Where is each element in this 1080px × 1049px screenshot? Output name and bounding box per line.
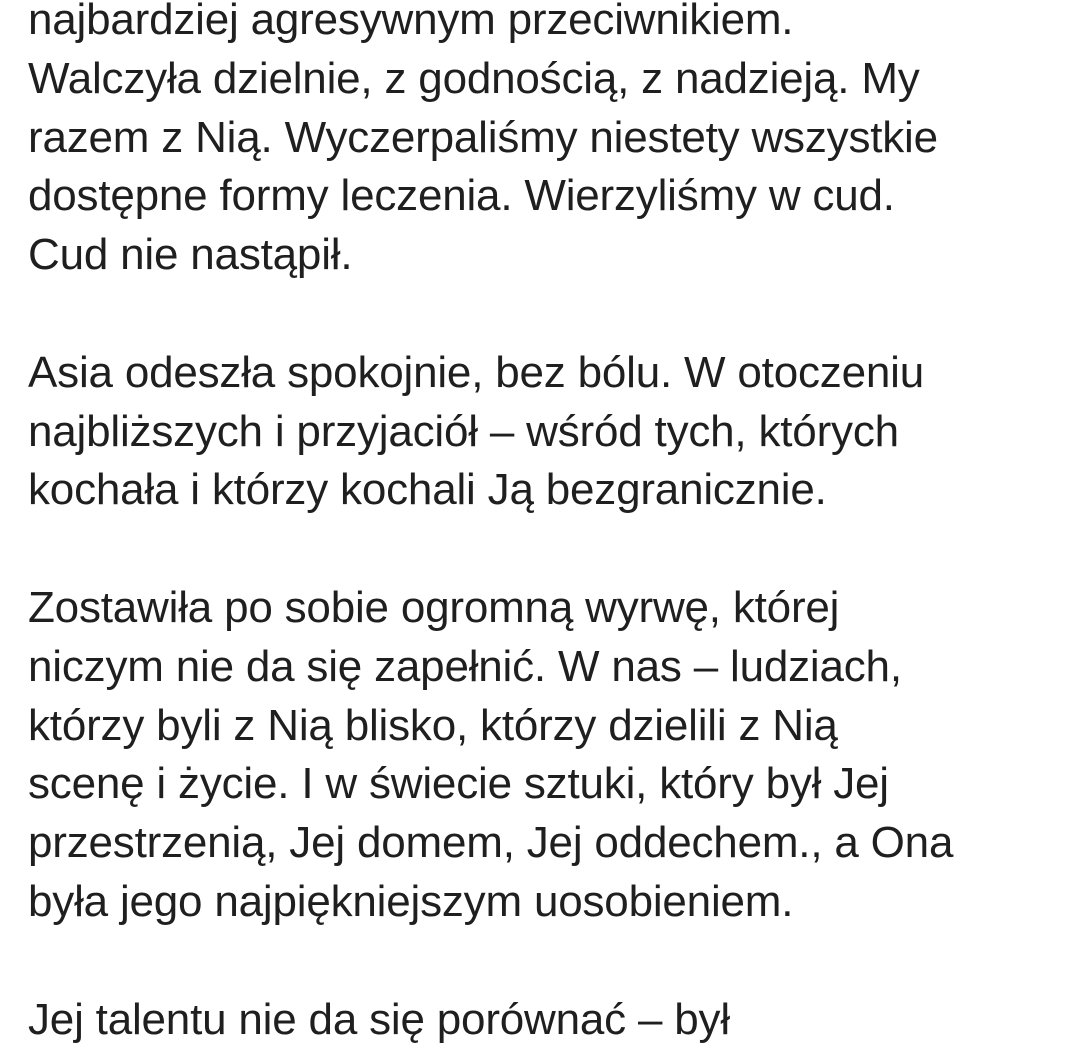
text-line: przestrzenią, Jej domem, Jej oddechem., a Ona: [28, 818, 954, 868]
paragraph-spacer: [28, 520, 1068, 579]
text-line: którzy byli z Nią blisko, którzy dzielili z Nią: [28, 700, 838, 750]
text-line: kochała i którzy kochali Ją bezgranicznie.: [28, 465, 827, 515]
paragraph: [28, 344, 1068, 520]
text-line: scenę i życie. I w świecie sztuki, który był Jej: [28, 759, 889, 809]
paragraph: [28, 0, 1068, 285]
paragraph: [28, 579, 1068, 932]
text-line: była jego najpiękniejszym uosobieniem.: [28, 876, 794, 926]
text-line: Walczyła dzielnie, z godnością, z nadzieją. My: [28, 53, 920, 103]
text-line: razem z Nią. Wyczerpaliśmy niestety wszystkie: [28, 112, 938, 162]
text-line: dostępne formy leczenia. Wierzyliśmy w cud.: [28, 171, 895, 221]
text-line: Asia odeszła spokojnie, bez bólu. W otoczeniu: [28, 347, 924, 397]
text-line: najbardziej agresywnym przeciwnikiem.: [28, 0, 794, 44]
text-line: Zostawiła po sobie ogromną wyrwę, której: [28, 582, 840, 632]
paragraph: [28, 991, 1068, 1049]
paragraph-spacer: [28, 285, 1068, 344]
paragraph-spacer: [28, 932, 1068, 991]
post-body: [28, 0, 1068, 1049]
text-line: najbliższych i przyjaciół – wśród tych, których: [28, 406, 899, 456]
text-line: niczym nie da się zapełnić. W nas – ludziach,: [28, 641, 902, 691]
text-line: Cud nie nastąpił.: [28, 230, 353, 280]
text-line: Jej talentu nie da się porównać – był: [28, 994, 730, 1044]
